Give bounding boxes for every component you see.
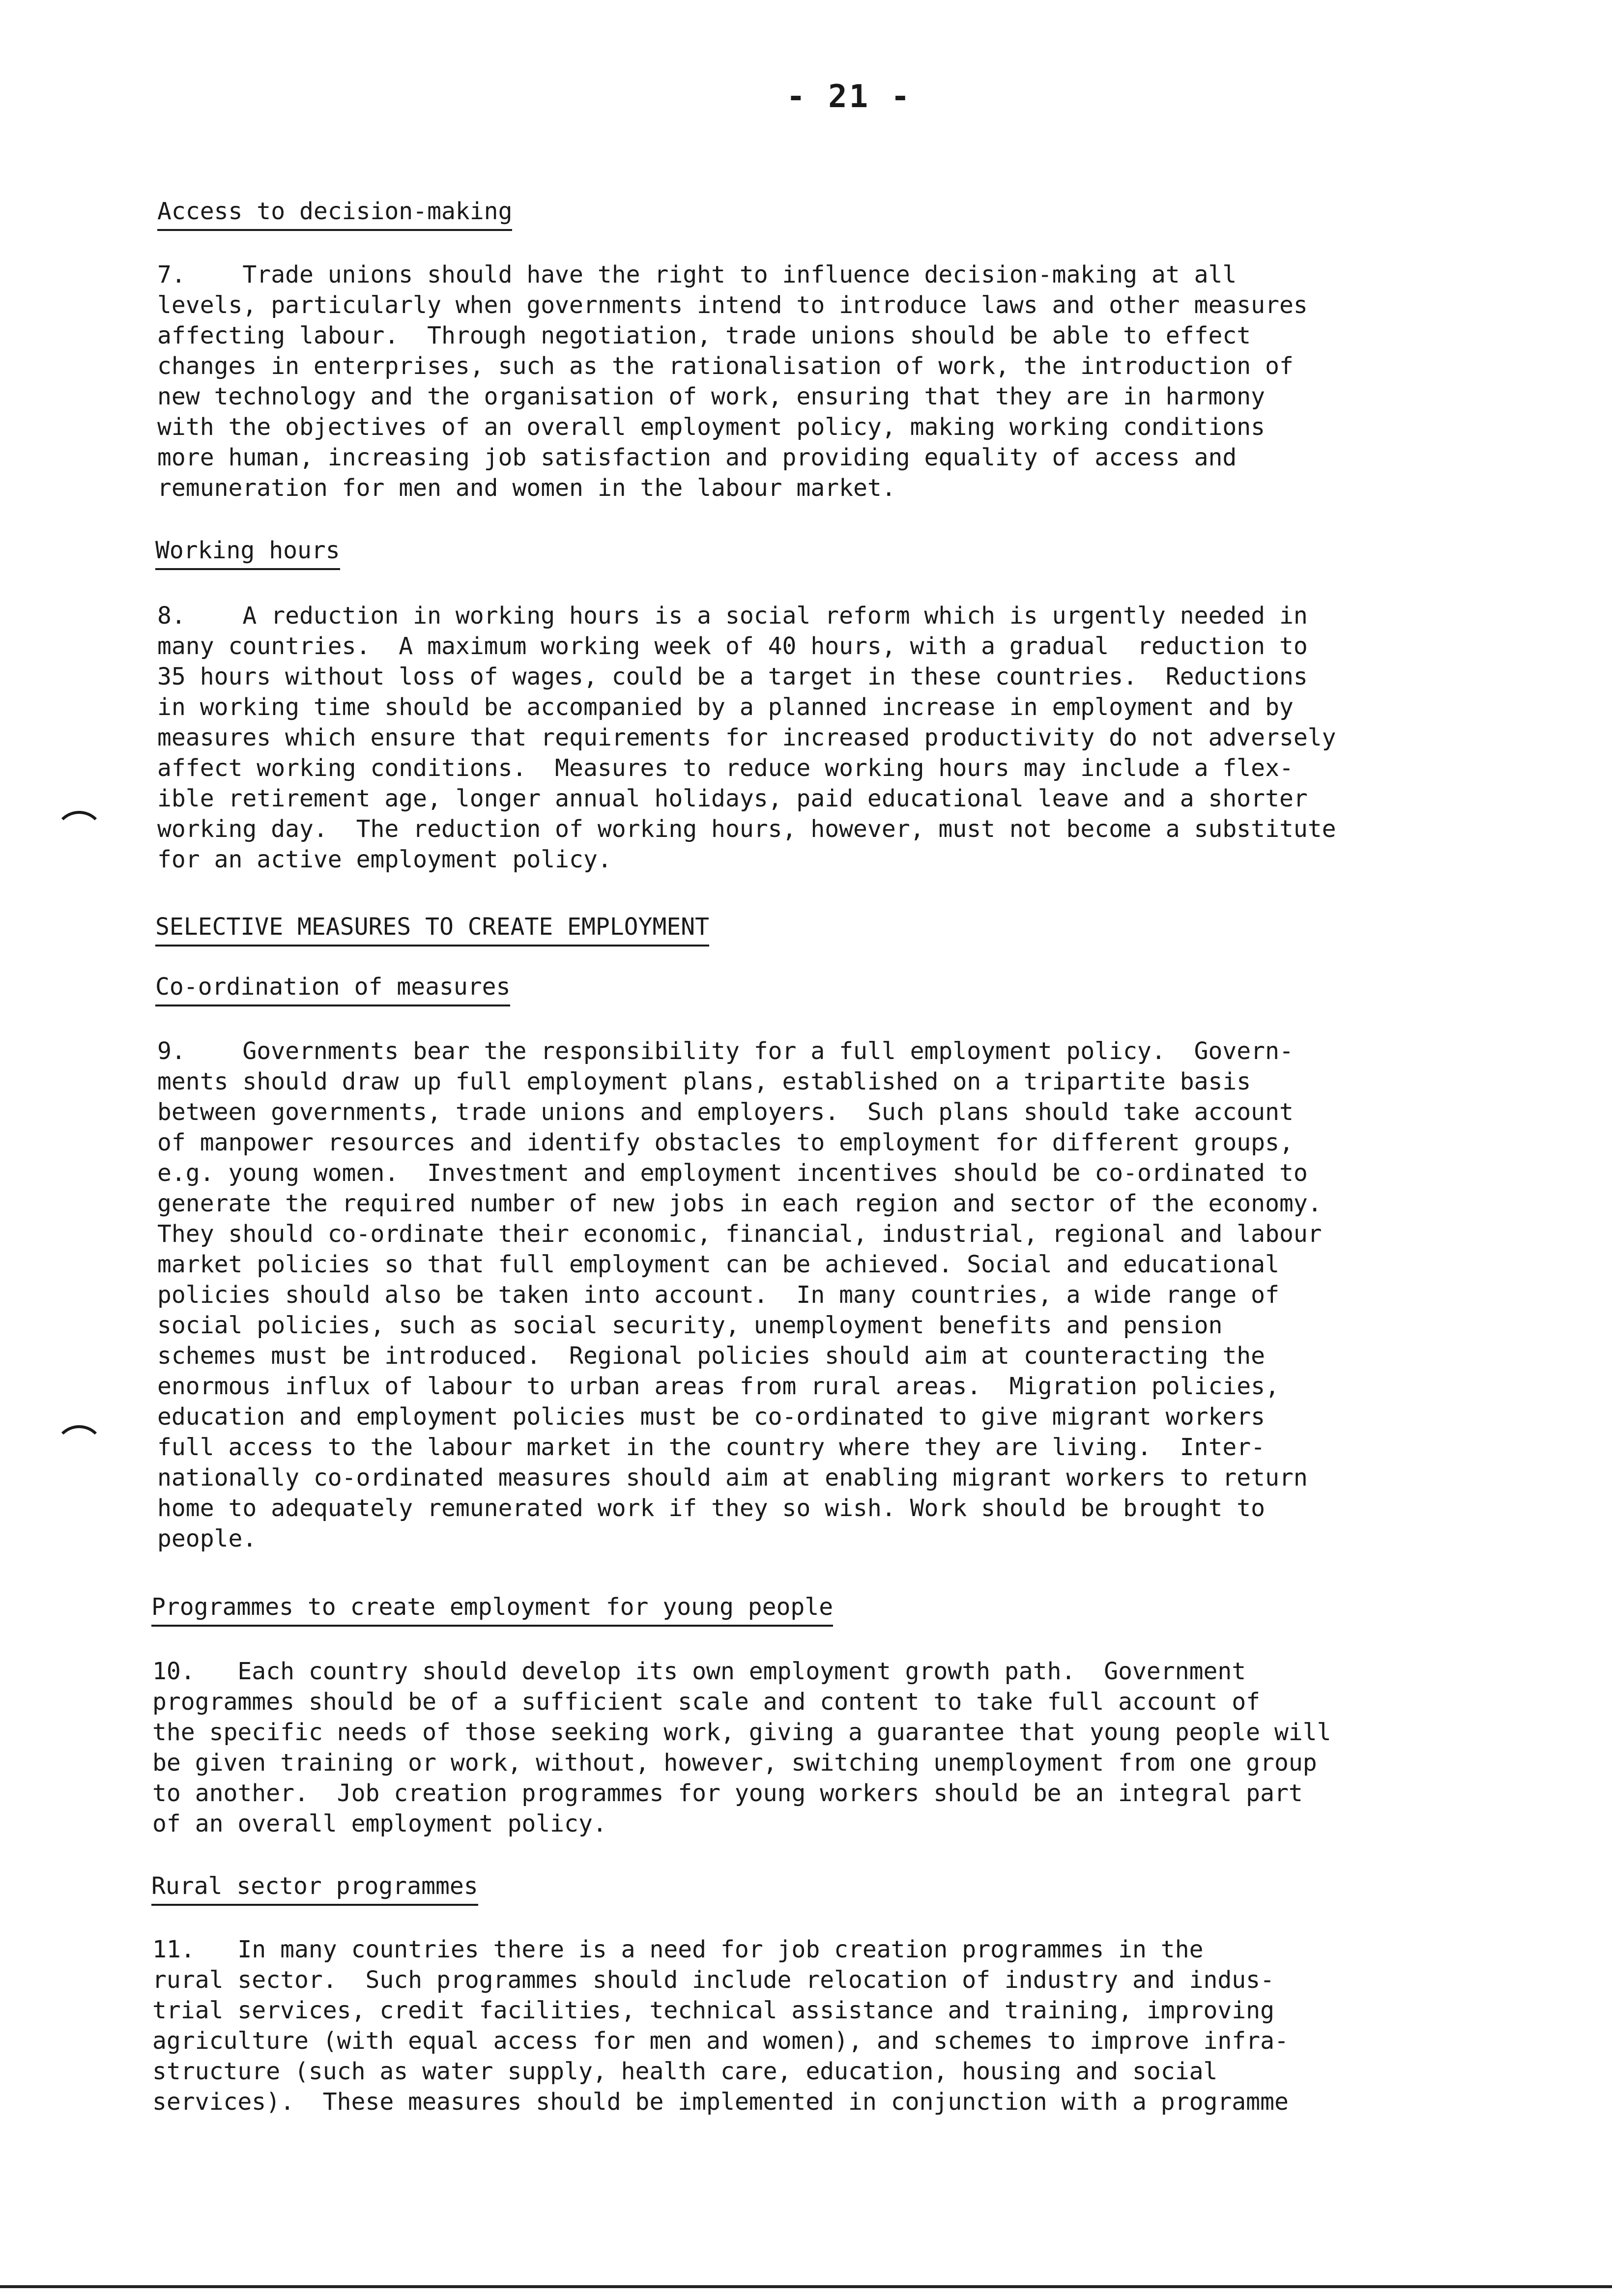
binding-mark <box>54 1425 104 1475</box>
page-number: - 21 - <box>786 79 912 115</box>
bottom-edge-rule <box>0 2285 1612 2288</box>
section-heading-text: Access to decision-making <box>157 197 512 231</box>
section-heading-rural-sector <box>151 1871 478 1906</box>
section-heading-text: Working hours <box>155 536 340 570</box>
paragraph-11: 11. In many countries there is a need for job creation programmes in the rural sector. Such programmes should include relocation of industry and indus- trial services, credit facilities, technical assistance and training, improving agriculture (with equal access for men and women), and schemes to improve infra- structure (such as water supply, health care, education, housing and social services). These measures should be implemented in conjunction with a programme <box>152 1936 1289 2116</box>
section-heading-coordination <box>155 972 510 1006</box>
section-heading-selective-measures <box>155 912 709 947</box>
section-heading-working-hours <box>155 536 340 570</box>
section-heading-text: SELECTIVE MEASURES TO CREATE EMPLOYMENT <box>155 912 709 947</box>
binding-mark <box>54 811 104 861</box>
paragraph-8: 8. A reduction in working hours is a social reform which is urgently needed in many countries. A maximum working week of 40 hours, with a gradual reduction to 35 hours without loss of wages, could be a target in these countries. Reductions in working time should be accompanied by a planned increase in employment and by measures which ensure that requirements for increased productivity do not adversely affect working conditions. Measures to reduce working hours may include a flex- ible retirement age, longer annual holidays, paid educational leave and a shorter working day. The reduction of working hours, however, must not become a substitute for an active employment policy. <box>157 602 1336 873</box>
section-heading-text: Programmes to create employment for young people <box>151 1592 833 1627</box>
section-heading-access <box>157 197 512 231</box>
paragraph-7: 7. Trade unions should have the right to influence decision-making at all levels, particularly when governments intend to introduce laws and other measures affecting labour. Through negotiation, trade unions should be able to effect changes in enterprises, such as the rationalisation of work, the introduction of new technology and the organisation of work, ensuring that they are in harmony with the objectives of an overall employment policy, making working conditions more human, increasing job satisfaction and providing equality of access and remuneration for men and women in the labour market. <box>157 261 1308 502</box>
paragraph-10: 10. Each country should develop its own employment growth path. Government programmes should be of a sufficient scale and content to take full account of the specific needs of those seeking work, giving a guarantee that young people will be given training or work, without, however, switching unemployment from one group to another. Job creation programmes for young workers should be an integral part of an overall employment policy. <box>152 1658 1331 1837</box>
section-heading-text: Co-ordination of measures <box>155 972 510 1006</box>
paragraph-9: 9. Governments bear the responsibility for a full employment policy. Govern- ments should draw up full employment plans, established on a tripartite basis between governments, trade unions and employers. Such plans should take account of manpower resources and identify obstacles to employment for different groups, e.g. young women. Investment and employment incentives should be co-ordinated to generate the required number of new jobs in each region and sector of the economy. They should co-ordinate their economic, financial, industrial, regional and labour market policies so that full employment can be achieved. Social and educational policies should also be taken into account. In many countries, a wide range of social policies, such as social security, unemployment benefits and pension schemes must be introduced. Regional policies should aim at counteracting the enormous influx of labour to urban areas from rural areas. Migration policies, education and employment policies must be co-ordinated to give migrant workers full access to the labour market in the country where they are living. Inter- nationally co-ordinated measures should aim at enabling migrant workers to return home to adequately remunerated work if they so wish. Work should be brought to people. <box>157 1037 1322 1552</box>
section-heading-text: Rural sector programmes <box>151 1871 478 1906</box>
section-heading-young-people <box>151 1592 833 1627</box>
